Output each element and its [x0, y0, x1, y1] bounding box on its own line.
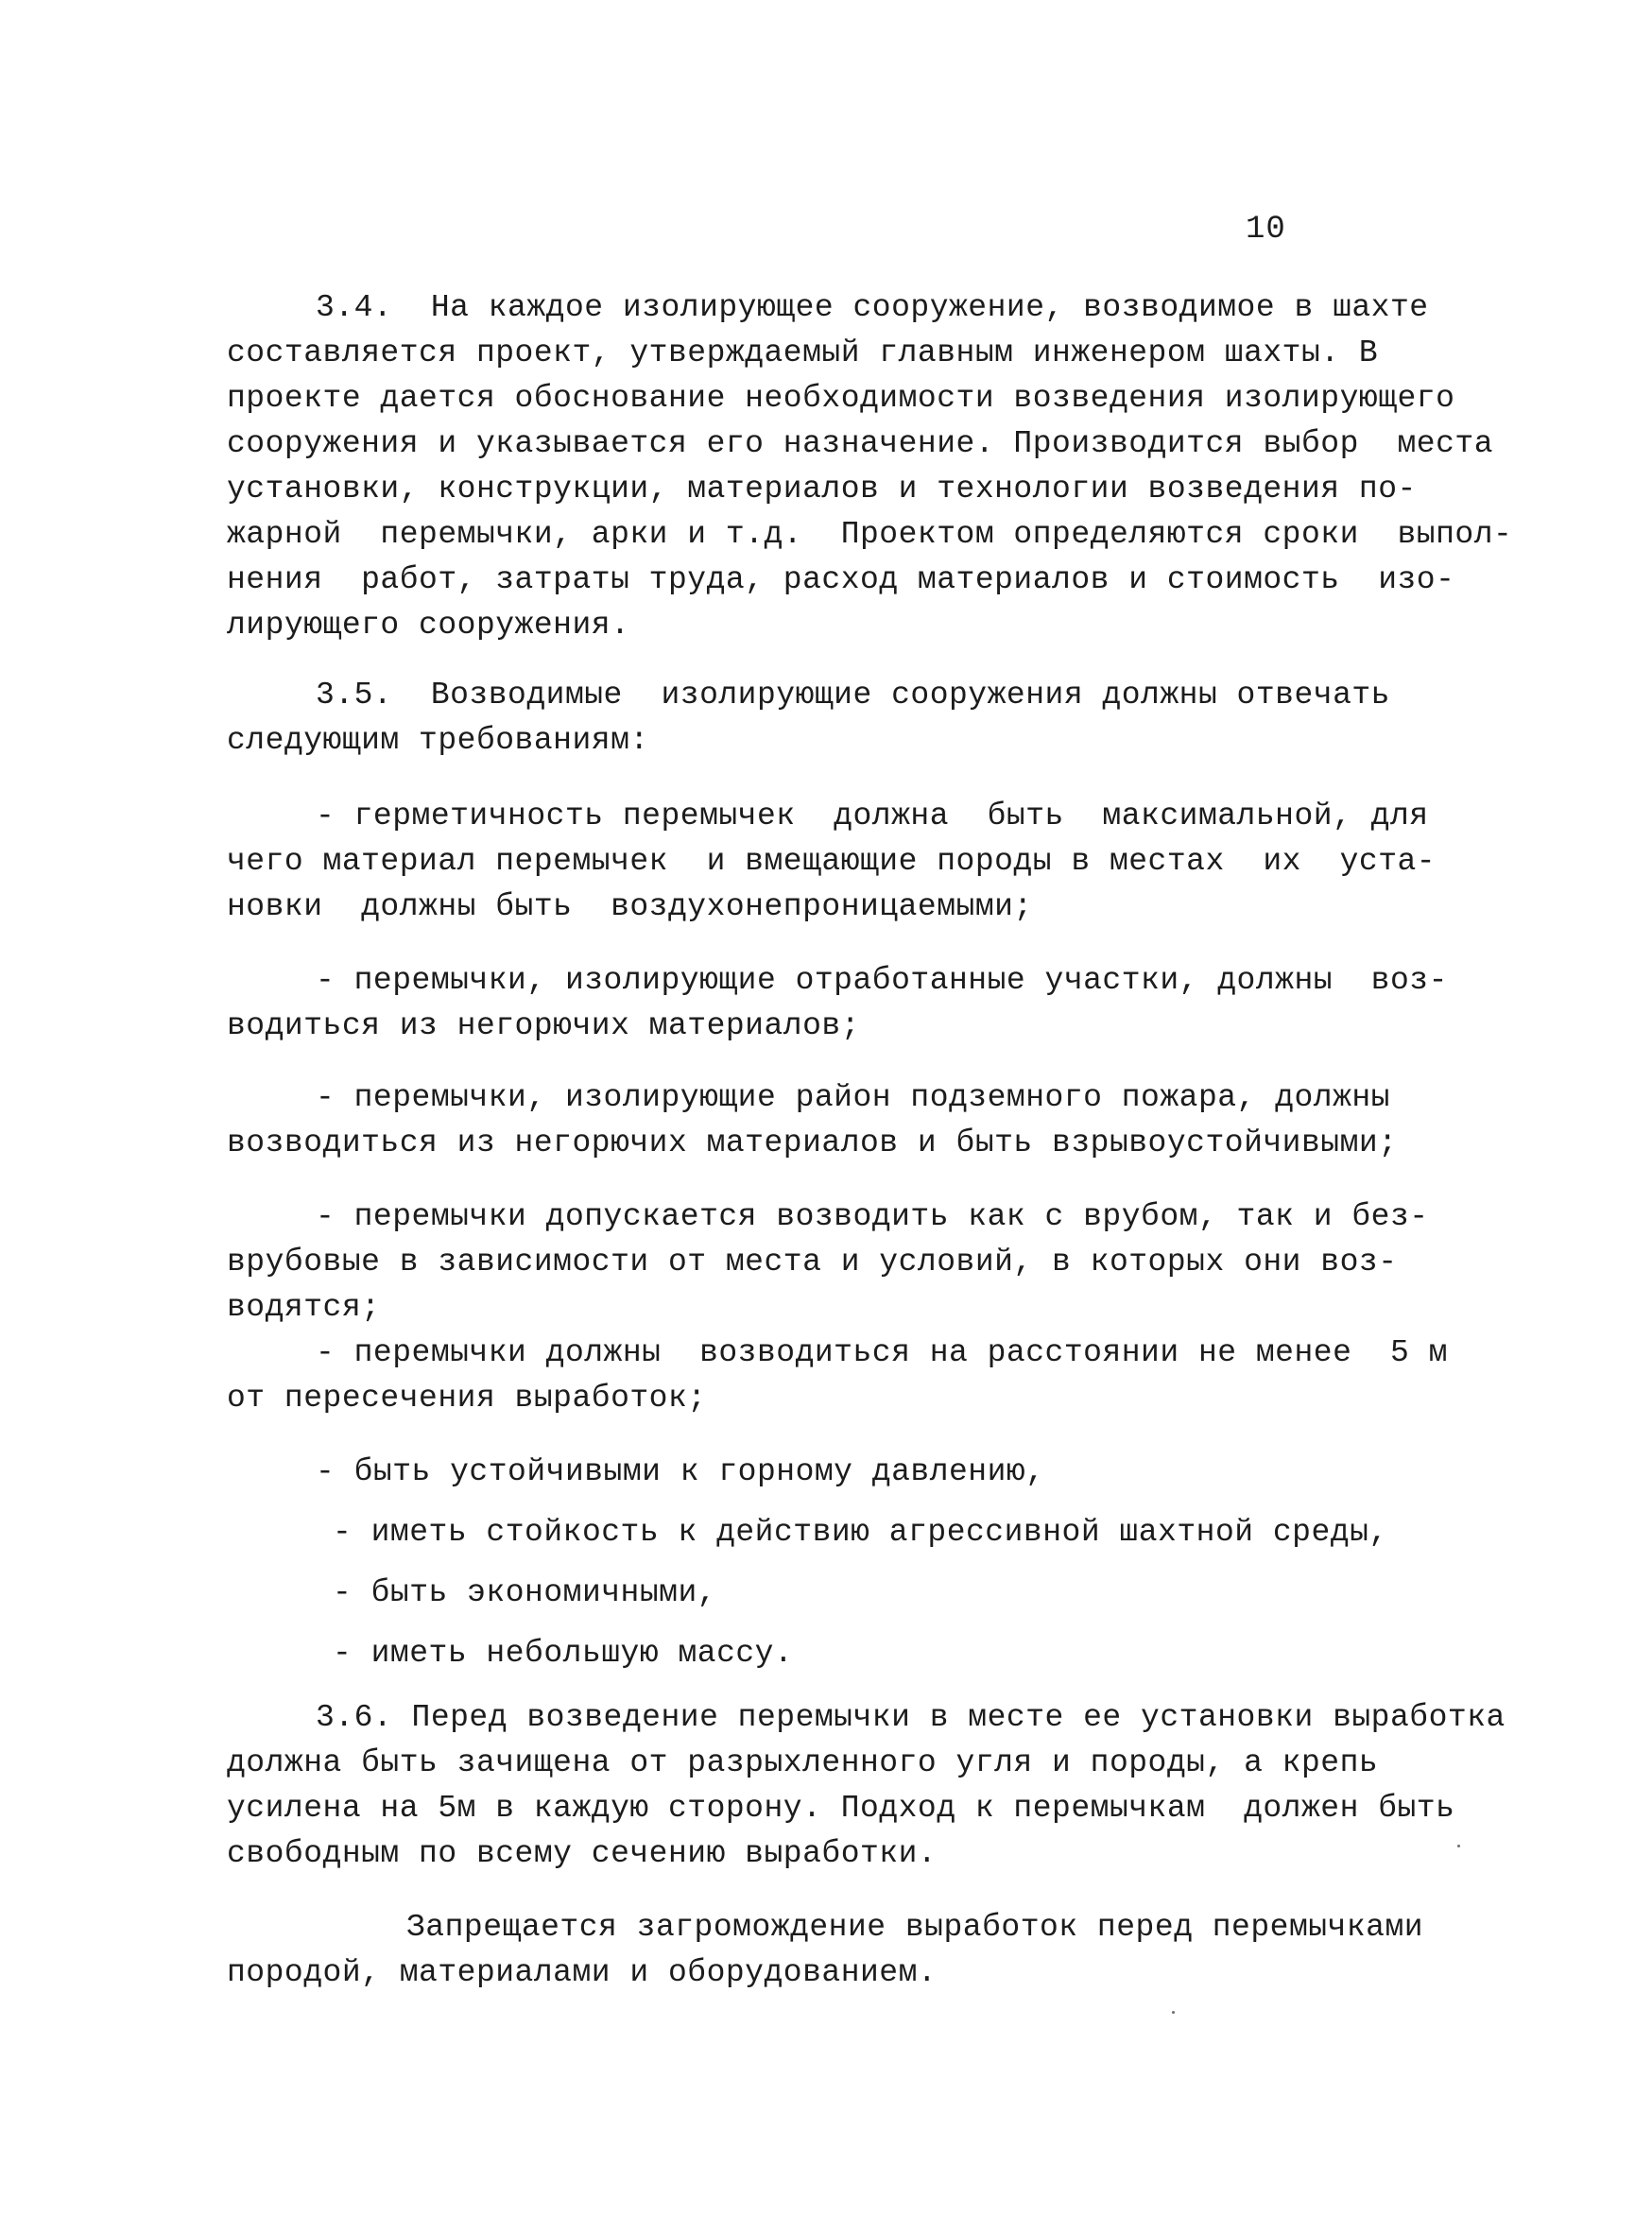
paragraph-3-4-line-8: лирующего сооружения. — [227, 608, 630, 643]
paragraph-3-6-line-4: свободным по всему сечению выработки. — [227, 1836, 938, 1871]
requirement-economical: - быть экономичными, — [333, 1575, 717, 1610]
page-number: 10 — [1246, 212, 1286, 248]
requirement-noncombustible-line-2: водиться из негорючих материалов; — [227, 1008, 861, 1043]
requirement-distance-line-2: от пересечения выработок; — [227, 1381, 707, 1416]
paragraph-3-4-line-2: составляется проект, утверждаемый главным инженером шахты. В — [227, 335, 1379, 370]
paragraph-3-4-line-4: сооружения и указывается его назначение. Производится выбор места — [227, 426, 1494, 461]
paragraph-3-5-line-1: 3.5. Возводимые изолирующие сооружения должны отвечать — [316, 678, 1390, 713]
scan-speck — [1457, 1845, 1460, 1847]
paragraph-3-4-line-6: жарной перемычки, арки и т.д. Проектом определяются сроки выпол- — [227, 517, 1513, 552]
requirement-fire-area-line-1: - перемычки, изолирующие район подземного пожара, должны — [316, 1080, 1390, 1115]
requirement-cut-line-2: врубовые в зависимости от места и условий, в которых они воз- — [227, 1245, 1398, 1280]
paragraph-3-6-line-3: усилена на 5м в каждую сторону. Подход к перемычкам должен быть — [227, 1791, 1455, 1826]
paragraph-3-4-line-5: установки, конструкции, материалов и технологии возведения по- — [227, 472, 1417, 507]
requirement-light: - иметь небольшую массу. — [333, 1636, 794, 1671]
paragraph-3-5-line-2: следующим требованиям: — [227, 723, 649, 758]
requirement-cut-line-3: водятся; — [227, 1290, 381, 1325]
paragraph-3-4-line-3: проекте дается обоснование необходимости возведения изолирующего — [227, 381, 1455, 416]
requirement-noncombustible-line-1: - перемычки, изолирующие отработанные участки, должны воз- — [316, 963, 1448, 998]
paragraph-3-6-line-2: должна быть зачищена от разрыхленного угля и породы, а крепь — [227, 1745, 1379, 1780]
requirement-stable: - быть устойчивыми к горному давлению, — [316, 1454, 1045, 1489]
paragraph-3-4-line-7: нения работ, затраты труда, расход материалов и стоимость изо- — [227, 562, 1455, 597]
paragraph-3-4-line-1: 3.4. На каждое изолирующее сооружение, возводимое в шахте — [316, 290, 1429, 325]
prohibition-line-1: Запрещается загромождение выработок перед перемычками — [406, 1910, 1424, 1945]
requirement-hermetic-line-2: чего материал перемычек и вмещающие породы в местах их уста- — [227, 844, 1437, 879]
requirement-hermetic-line-1: - герметичность перемычек должна быть максимальной, для — [316, 799, 1429, 833]
prohibition-line-2: породой, материалами и оборудованием. — [227, 1955, 938, 1990]
requirement-distance-line-1: - перемычки должны возводиться на расстоянии не менее 5 м — [316, 1335, 1448, 1370]
requirement-resistant: - иметь стойкость к действию агрессивной шахтной среды, — [333, 1515, 1388, 1550]
requirement-hermetic-line-3: новки должны быть воздухонепроницаемыми; — [227, 889, 1033, 924]
requirement-fire-area-line-2: возводиться из негорючих материалов и быть взрывоустойчивыми; — [227, 1125, 1398, 1160]
paragraph-3-6-line-1: 3.6. Перед возведение перемычки в месте ее установки выработка — [316, 1700, 1506, 1735]
requirement-cut-line-1: - перемычки допускается возводить как с врубом, так и без- — [316, 1199, 1429, 1234]
scan-speck — [1172, 2011, 1175, 2014]
